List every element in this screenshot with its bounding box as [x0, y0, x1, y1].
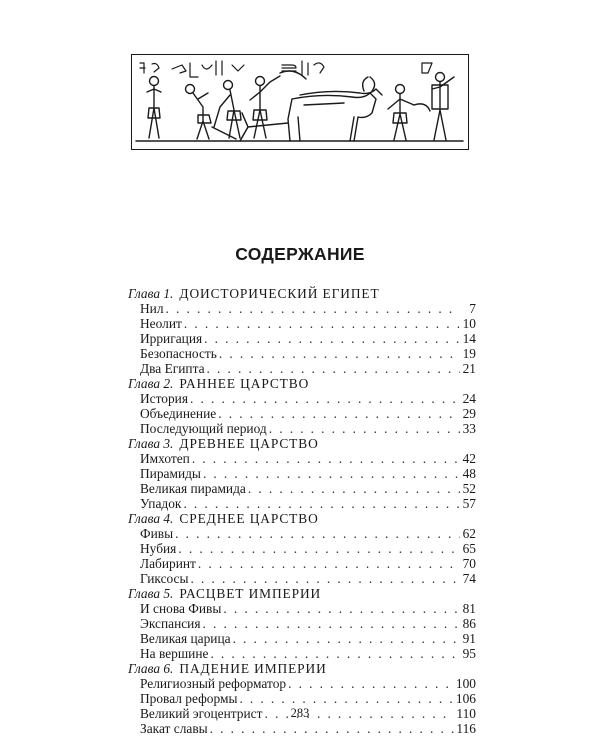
- toc-entry: [128, 361, 476, 376]
- dot-leader: [223, 601, 460, 616]
- toc-entry: [128, 421, 476, 436]
- dot-leader: [175, 526, 460, 541]
- toc-entry-page: 57: [462, 496, 476, 511]
- toc-entry-label: Имхотеп: [140, 451, 190, 466]
- toc-entry-label: Нубия: [140, 541, 177, 556]
- toc-entry: [128, 496, 476, 511]
- toc-entry: [128, 331, 476, 346]
- raised-arms-figure: [432, 73, 454, 141]
- sickle-figure: [388, 85, 430, 141]
- chapter-number: Глава 6.: [128, 661, 174, 676]
- toc-entry-label: Упадок: [140, 496, 182, 511]
- toc-entry-page: 110: [456, 706, 476, 721]
- toc-entry-label: Два Египта: [140, 361, 205, 376]
- chapter-heading: [128, 586, 476, 601]
- toc-entry: [128, 316, 476, 331]
- chapter-heading: [128, 511, 476, 526]
- toc-entry: [128, 346, 476, 361]
- toc-entry: [128, 301, 476, 316]
- toc-title: СОДЕРЖАНИЕ: [235, 244, 365, 264]
- toc-entry: [128, 541, 476, 556]
- standing-figure: [147, 77, 161, 139]
- toc-entry-label: Великий эгоцентрист: [140, 706, 263, 721]
- toc-entry-page: 95: [462, 646, 476, 661]
- dot-leader: [233, 631, 460, 646]
- dot-leader: [203, 466, 460, 481]
- chapter-title: ПАДЕНИЕ ИМПЕРИИ: [179, 661, 327, 676]
- dot-leader: [198, 556, 460, 571]
- toc-entry-page: 70: [462, 556, 476, 571]
- dot-leader: [210, 646, 460, 661]
- dot-leader: [219, 346, 460, 361]
- dot-leader: [184, 316, 460, 331]
- toc-entry-page: 21: [462, 361, 476, 376]
- toc-entry-label: Экспансия: [140, 616, 201, 631]
- toc-entry: [128, 406, 476, 421]
- toc-entry-label: Великая пирамида: [140, 481, 246, 496]
- toc-entry-page: 62: [462, 526, 476, 541]
- toc-entry-page: 7: [469, 301, 476, 316]
- toc-entry: [128, 601, 476, 616]
- toc-entry: [128, 721, 476, 736]
- chapter-title: ДОИСТОРИЧЕСКИЙ ЕГИПЕТ: [179, 286, 380, 301]
- toc-entry-label: Объединение: [140, 406, 217, 421]
- hieroglyph-row: [140, 61, 432, 77]
- toc-entry-page: 91: [462, 631, 476, 646]
- oxen-pair: [288, 77, 382, 141]
- dot-leader: [178, 541, 460, 556]
- dot-leader: [248, 481, 460, 496]
- dot-leader: [183, 496, 460, 511]
- toc-entry-label: И снова Фивы: [140, 601, 222, 616]
- toc-entry-label: Лабиринт: [140, 556, 196, 571]
- toc-entry-page: 116: [456, 721, 476, 736]
- bending-figure-1: [186, 85, 212, 140]
- toc-entry-label: Гиксосы: [140, 571, 189, 586]
- toc-entry: [128, 526, 476, 541]
- dot-leader: [166, 301, 460, 316]
- chapter-title: РАСЦВЕТ ИМПЕРИИ: [179, 586, 322, 601]
- dot-leader: [218, 406, 460, 421]
- toc-entry-page: 52: [462, 481, 476, 496]
- page-number: 283: [290, 706, 310, 720]
- toc-entry-label: Нил: [140, 301, 164, 316]
- toc-entry-label: Безопасность: [140, 346, 217, 361]
- chapter-heading: [128, 376, 476, 391]
- toc-entry-label: Пирамиды: [140, 466, 201, 481]
- chapter-number: Глава 1.: [128, 286, 174, 301]
- dot-leader: [269, 421, 460, 436]
- dot-leader: [204, 331, 460, 346]
- toc-entry-page: 74: [462, 571, 476, 586]
- chapter-title: ДРЕВНЕЕ ЦАРСТВО: [179, 436, 319, 451]
- chapter-heading: [128, 286, 476, 301]
- toc-entry-page: 86: [462, 616, 476, 631]
- toc-entry: [128, 451, 476, 466]
- egyptian-frieze-illustration: [131, 54, 469, 150]
- toc-entry-page: 19: [462, 346, 476, 361]
- hoe-figure: [212, 81, 241, 140]
- dot-leader: [190, 571, 460, 586]
- toc-entry-label: На вершине: [140, 646, 209, 661]
- toc-entry: [128, 391, 476, 406]
- plowman-figure: [250, 71, 306, 138]
- dot-leader: [190, 391, 460, 406]
- chapter-heading: [128, 436, 476, 451]
- toc-entry: [128, 676, 476, 691]
- toc-entry-page: 24: [462, 391, 476, 406]
- chapter-heading: [128, 661, 476, 676]
- chapter-number: Глава 5.: [128, 586, 174, 601]
- toc-entry-page: 81: [462, 601, 476, 616]
- toc-entry-page: 106: [455, 691, 476, 706]
- toc-entry-page: 33: [462, 421, 476, 436]
- toc-entry-page: 29: [462, 406, 476, 421]
- toc-entry-page: 42: [462, 451, 476, 466]
- toc-entry: [128, 571, 476, 586]
- dot-leader: [207, 361, 460, 376]
- toc-entry: [128, 466, 476, 481]
- toc-entry-label: Великая царица: [140, 631, 231, 646]
- chapter-number: Глава 4.: [128, 511, 174, 526]
- dot-leader: [210, 721, 455, 736]
- toc-entry-label: Неолит: [140, 316, 182, 331]
- toc-entry-label: Религиозный реформатор: [140, 676, 287, 691]
- toc-entry-label: Закат славы: [140, 721, 208, 736]
- toc-entry-label: История: [140, 391, 189, 406]
- toc-entry: [128, 646, 476, 661]
- toc-entry-page: 14: [462, 331, 476, 346]
- chapter-number: Глава 2.: [128, 376, 174, 391]
- toc-entry-page: 100: [455, 676, 476, 691]
- dot-leader: [192, 451, 460, 466]
- chapter-title: СРЕДНЕЕ ЦАРСТВО: [179, 511, 319, 526]
- chapter-number: Глава 3.: [128, 436, 174, 451]
- dot-leader: [203, 616, 461, 631]
- toc-entry-label: Последующий период: [140, 421, 267, 436]
- toc-entry-label: Фивы: [140, 526, 174, 541]
- toc-entry: [128, 631, 476, 646]
- toc-entry: [128, 691, 476, 706]
- toc-entry: [128, 616, 476, 631]
- toc-entry-label: Ирригация: [140, 331, 203, 346]
- toc-entry: [128, 481, 476, 496]
- toc-entry-page: 10: [462, 316, 476, 331]
- dot-leader: [288, 676, 454, 691]
- toc-entry: [128, 556, 476, 571]
- toc-entry-page: 65: [462, 541, 476, 556]
- toc-entry-label: Провал реформы: [140, 691, 238, 706]
- toc-entry-page: 48: [462, 466, 476, 481]
- dot-leader: [239, 691, 453, 706]
- chapter-title: РАННЕЕ ЦАРСТВО: [179, 376, 310, 391]
- table-of-contents: [128, 286, 476, 736]
